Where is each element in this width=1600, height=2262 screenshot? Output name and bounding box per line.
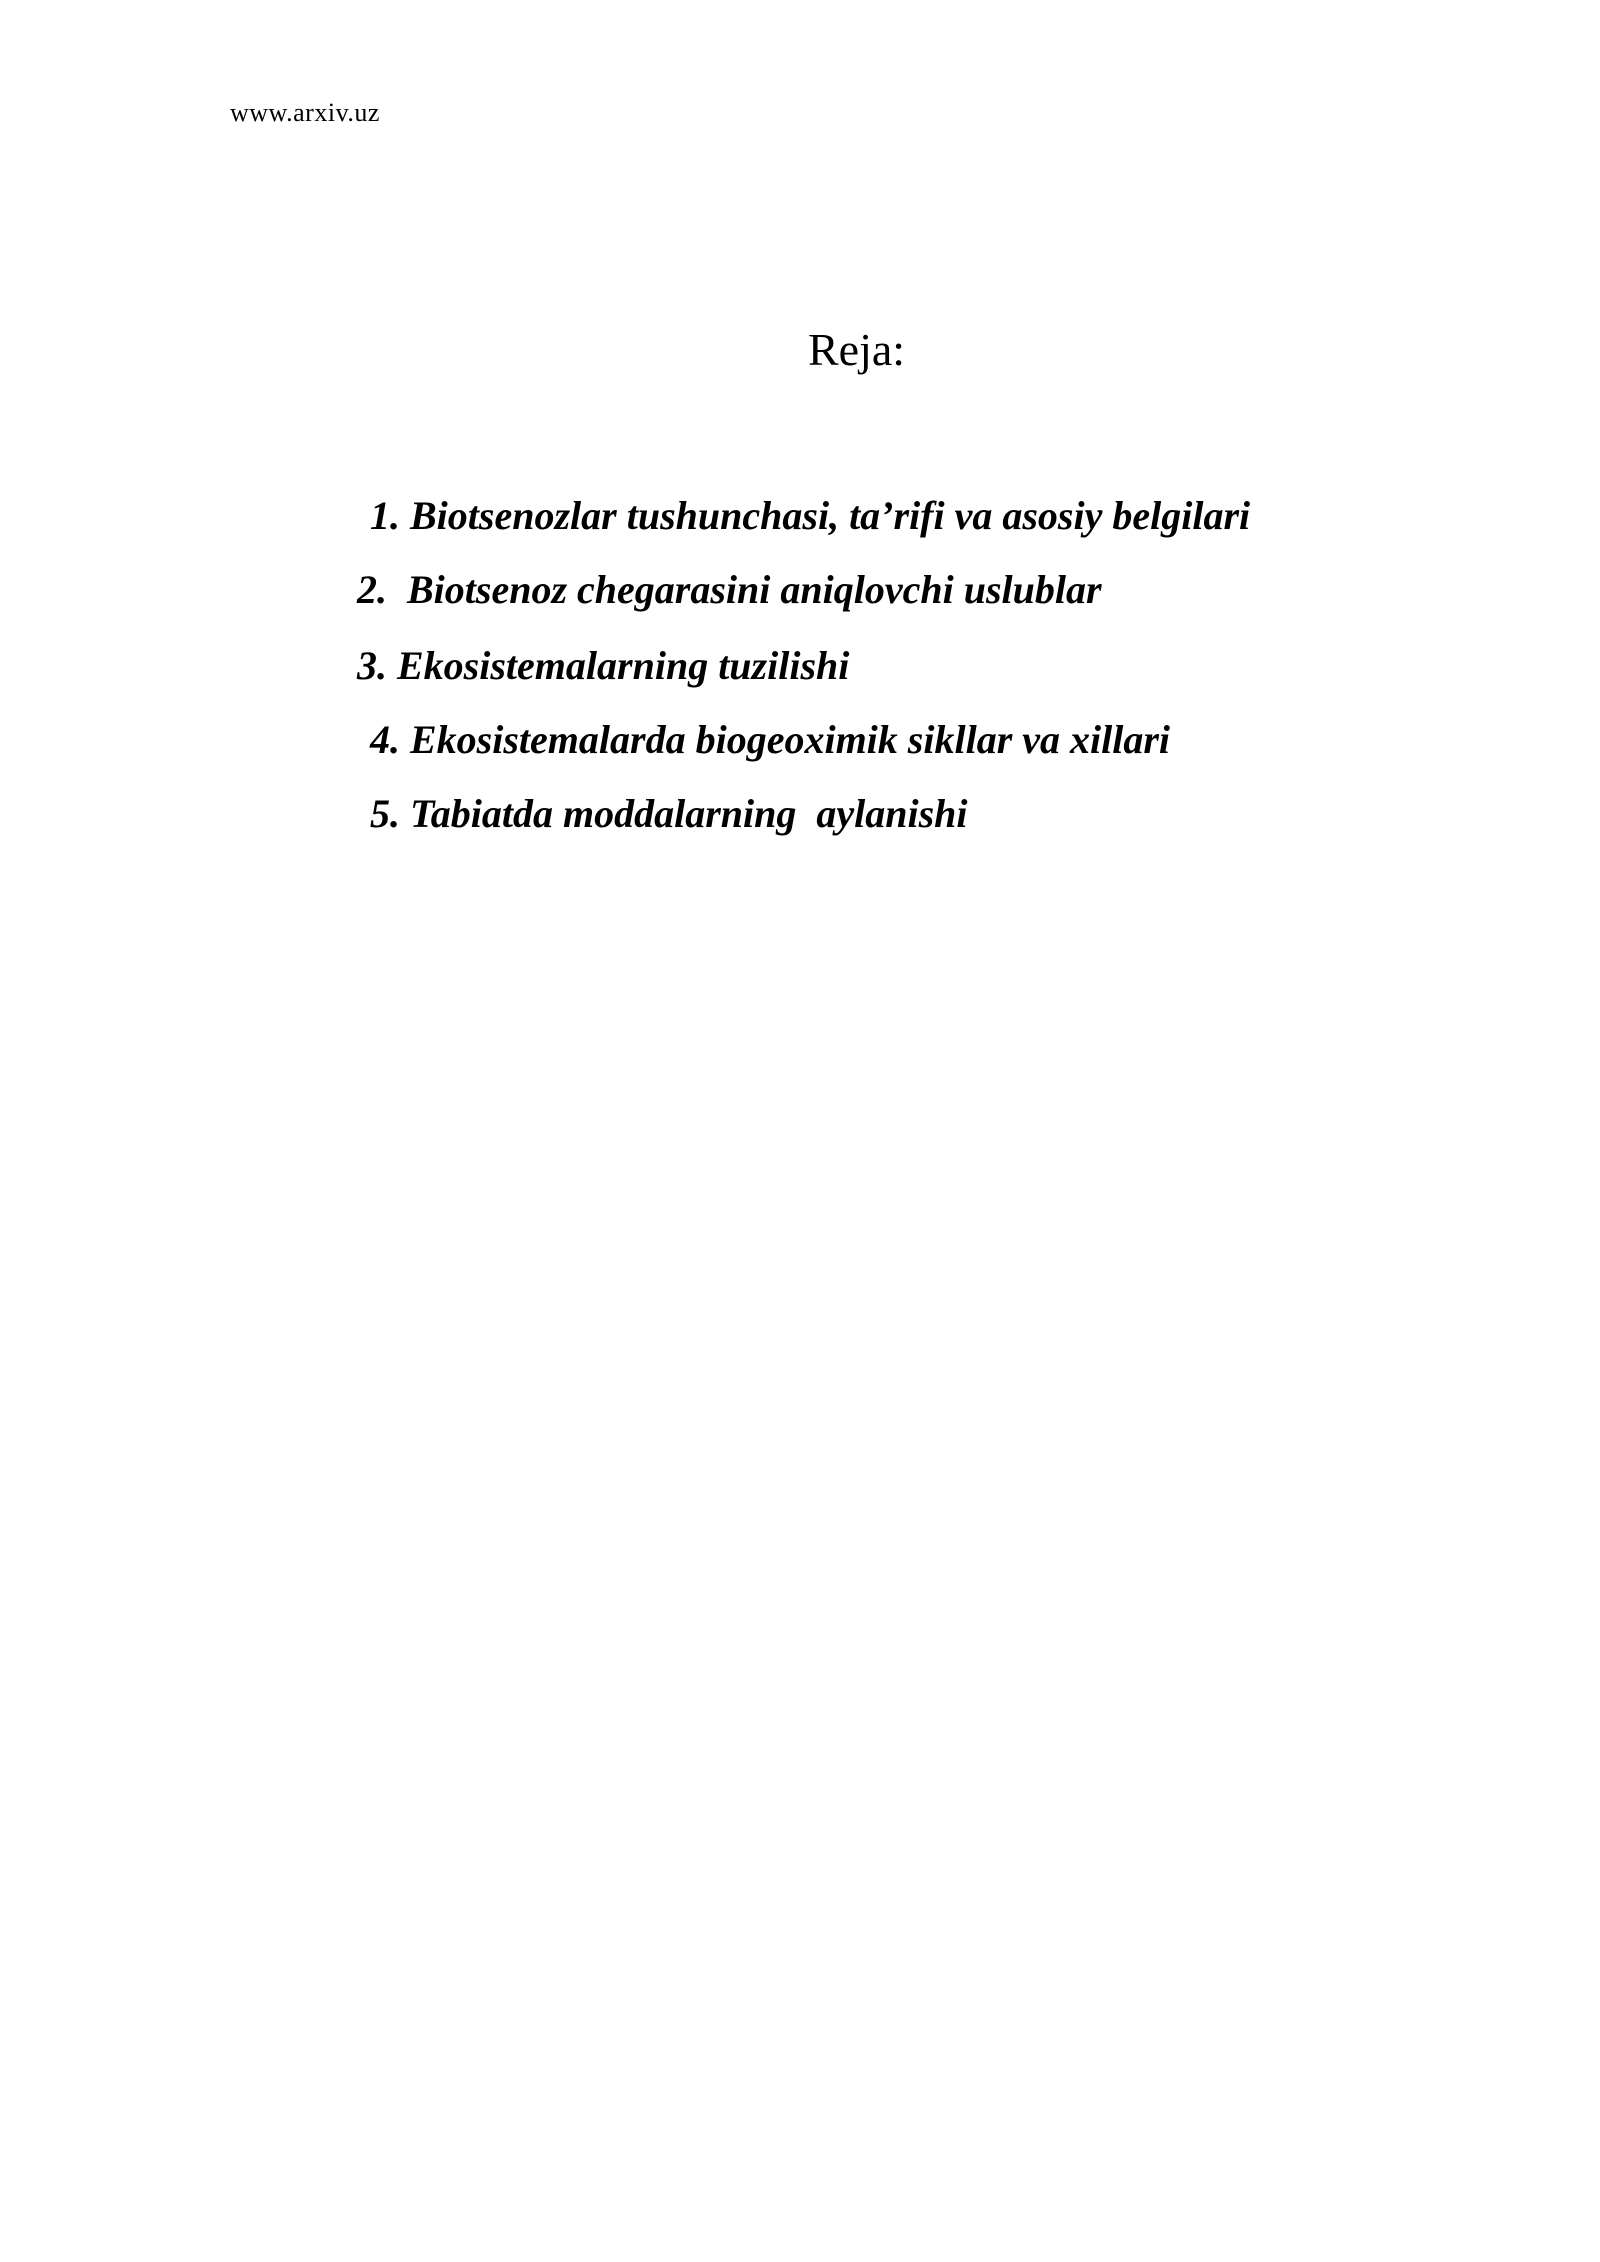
plan-item-3: 3. Ekosistemalarning tuzilishi [357, 643, 850, 688]
page-title: Reja: [808, 324, 906, 375]
header-url: www.arxiv.uz [230, 98, 380, 127]
plan-item-4: 4. Ekosistemalarda biogeoximik sikllar va xillari [370, 717, 1171, 762]
plan-item-1: 1. Biotsenozlar tushunchasi, ta’rifi va asosiy belgilari [370, 493, 1251, 538]
plan-item-5: 5. Tabiatda moddalarning aylanishi [370, 791, 968, 836]
plan-item-2: 2. Biotsenoz chegarasini aniqlovchi uslublar [357, 567, 1102, 612]
